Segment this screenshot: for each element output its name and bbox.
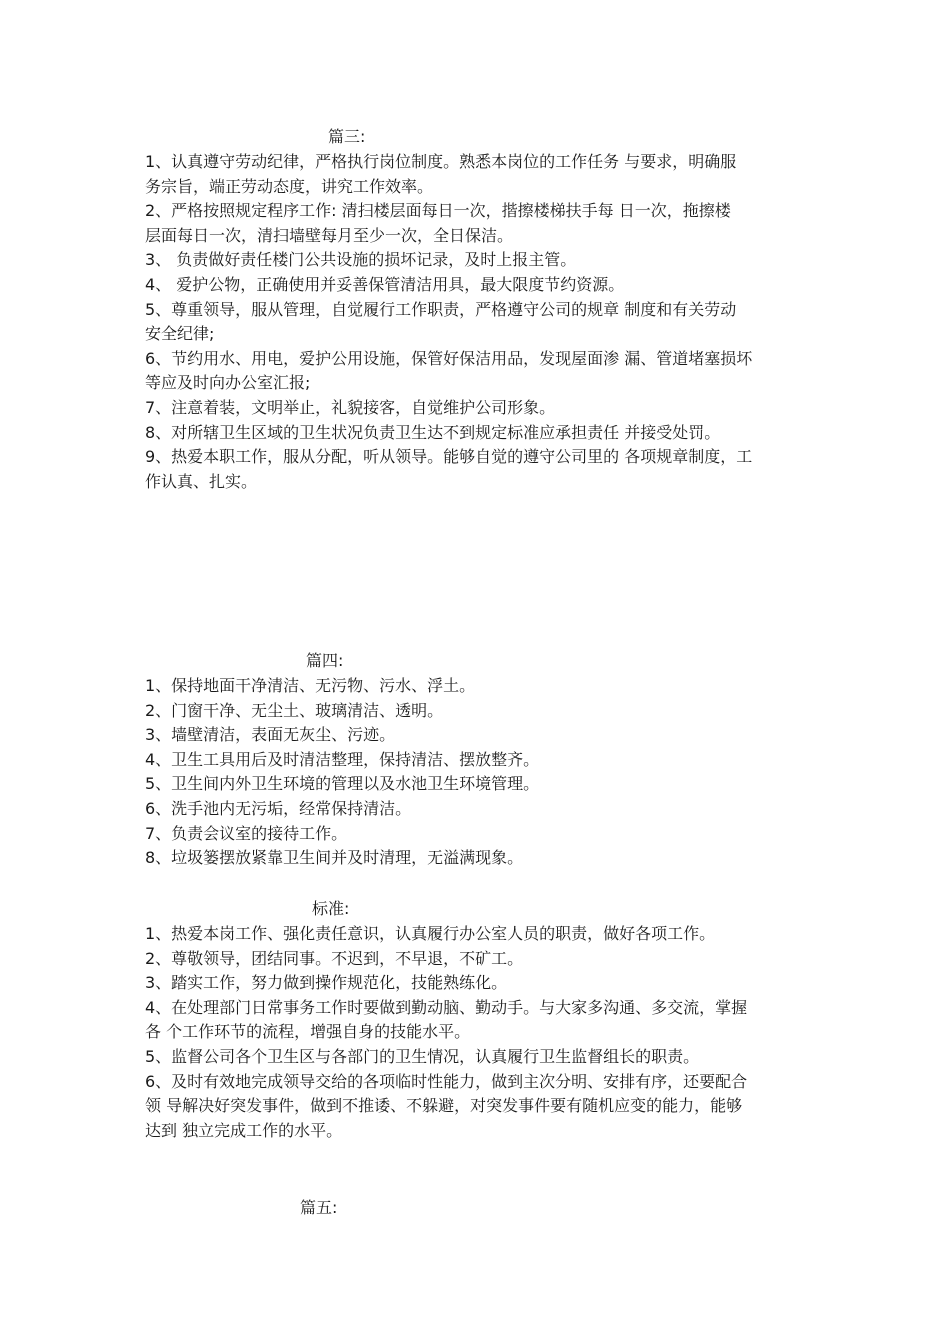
text-line: 3、墙壁清洁，表面无灰尘、污迹。 <box>145 725 396 745</box>
text-line: 8、对所辖卫生区域的卫生状况负责卫生达不到规定标准应承担责任 并接受处罚。 <box>145 422 721 442</box>
text-line: 1、热爱本岗工作、强化责任意识，认真履行办公室人员的职责，做好各项工作。 <box>145 924 716 943</box>
standard-body <box>145 922 813 1143</box>
text-line: 3、踏实工作，努力做到操作规范化，技能熟练化。 <box>145 973 508 993</box>
section4-heading: 篇四: <box>306 651 344 670</box>
text-line: 领 导解决好突发事件，做到不推诿、不躲避，对突发事件要有随机应变的能力，能够 <box>145 1096 743 1116</box>
text-line: 2、严格按照规定程序工作: 清扫楼层面每日一次，揩擦楼梯扶手每 日一次，拖擦楼 <box>145 201 731 221</box>
text-line: 1、保持地面干净清洁、无污物、污水、浮土。 <box>145 676 476 695</box>
section5-heading: 篇五: <box>300 1198 338 1217</box>
text-line: 4、 爱护公物，正确使用并妥善保管清洁用具，最大限度节约资源。 <box>145 274 625 294</box>
text-line: 8、垃圾篓摆放紧靠卫生间并及时清理，无溢满现象。 <box>145 848 524 868</box>
text-line: 5、尊重领导，服从管理，自觉履行工作职责，严格遵守公司的规章 制度和有关劳动 <box>145 299 737 319</box>
text-line: 安全纪律; <box>145 324 215 344</box>
text-line: 1、认真遵守劳动纪律，严格执行岗位制度。熟悉本岗位的工作任务 与要求，明确服 <box>145 152 737 171</box>
text-line: 4、在处理部门日常事务工作时要做到勤动脑、勤动手。与大家多沟通、多交流，掌握 <box>145 997 748 1017</box>
text-line: 7、注意着装，文明举止，礼貌接客，自觉维护公司形象。 <box>145 397 556 417</box>
text-line: 6、洗手池内无污垢，经常保持清洁。 <box>145 798 412 818</box>
text-line: 各 个工作环节的流程，增强自身的技能水平。 <box>145 1022 471 1042</box>
text-line: 3、 负责做好责任楼门公共设施的损坏记录，及时上报主管。 <box>145 250 577 270</box>
text-line: 作认真、扎实。 <box>145 471 258 491</box>
text-line: 9、热爱本职工作，服从分配，听从领导。能够自觉的遵守公司里的 各项规章制度，工 <box>145 447 753 467</box>
text-line: 2、尊敬领导，团结同事。不迟到，不早退，不矿工。 <box>145 948 524 968</box>
text-line: 等应及时向办公室汇报; <box>145 373 311 393</box>
standard-heading: 标准: <box>312 899 350 918</box>
section4-body <box>145 674 813 871</box>
section3-body <box>145 150 813 494</box>
text-line: 层面每日一次，清扫墙壁每月至少一次，全日保洁。 <box>145 225 514 245</box>
text-line: 达到 独立完成工作的水平。 <box>145 1120 343 1140</box>
text-line: 6、及时有效地完成领导交给的各项临时性能力，做到主次分明、安排有序，还要配合 <box>145 1071 748 1091</box>
text-line: 6、节约用水、用电，爱护公用设施，保管好保洁用品，发现屋面渗 漏、管道堵塞损坏 <box>145 348 753 368</box>
text-line: 5、监督公司各个卫生区与各部门的卫生情况，认真履行卫生监督组长的职责。 <box>145 1046 700 1066</box>
text-line: 2、门窗干净、无尘土、玻璃清洁、透明。 <box>145 700 444 720</box>
section3-heading: 篇三: <box>328 127 366 146</box>
text-line: 7、负责会议室的接待工作。 <box>145 823 348 843</box>
text-line: 4、卫生工具用后及时清洁整理，保持清洁、摆放整齐。 <box>145 749 540 769</box>
text-line: 务宗旨，端正劳动态度，讲究工作效率。 <box>145 176 434 196</box>
text-line: 5、卫生间内外卫生环境的管理以及水池卫生环境管理。 <box>145 774 540 794</box>
